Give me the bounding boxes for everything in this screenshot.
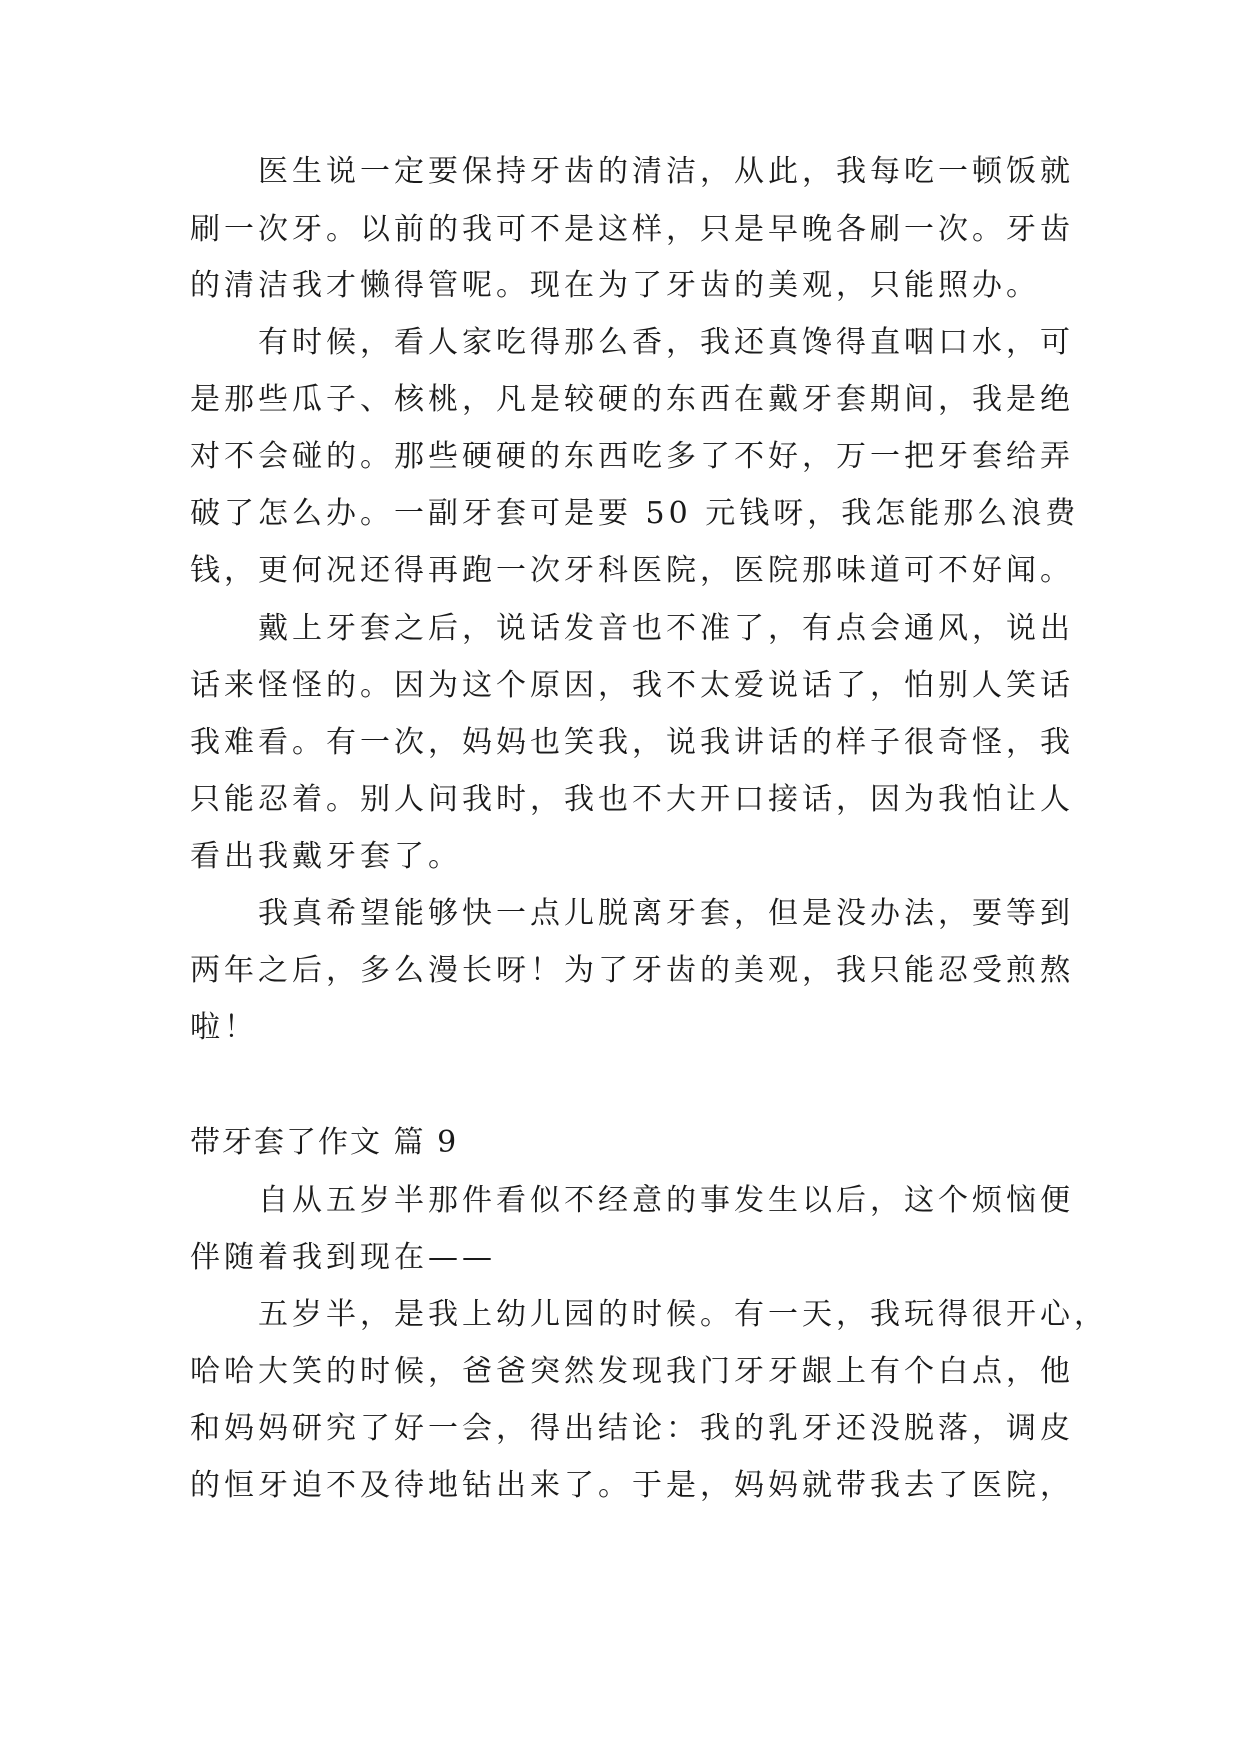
paragraph-line: 的清洁我才懒得管呢。现在为了牙齿的美观，只能照办。 — [190, 268, 1040, 303]
paragraph-line: 破了怎么办。一副牙套可是要 50 元钱呀，我怎能那么浪费 — [190, 496, 1080, 531]
paragraph-line: 和妈妈研究了好一会，得出结论：我的乳牙还没脱落，调皮 — [190, 1411, 1074, 1446]
section-heading: 带牙套了作文 篇 9 — [190, 1125, 459, 1160]
paragraph-line: 戴上牙套之后，说话发音也不准了，有点会通风，说出 — [258, 611, 1074, 646]
paragraph-line: 我难看。有一次，妈妈也笑我，说我讲话的样子很奇怪，我 — [190, 725, 1074, 760]
paragraph-line: 是那些瓜子、核桃，凡是较硬的东西在戴牙套期间，我是绝 — [190, 382, 1074, 417]
paragraph-line: 有时候，看人家吃得那么香，我还真馋得直咽口水，可 — [258, 325, 1074, 360]
paragraph-line: 我真希望能够快一点儿脱离牙套，但是没办法，要等到 — [258, 896, 1074, 931]
paragraph-line: 啦！ — [190, 1010, 258, 1045]
paragraph-line: 刷一次牙。以前的我可不是这样，只是早晚各刷一次。牙齿 — [190, 212, 1074, 247]
paragraph-line: 话来怪怪的。因为这个原因，我不太爱说话了，怕别人笑话 — [190, 668, 1074, 703]
paragraph-line: 的恒牙迫不及待地钻出来了。于是，妈妈就带我去了医院， — [190, 1468, 1074, 1503]
paragraph-line: 自从五岁半那件看似不经意的事发生以后，这个烦恼便 — [258, 1183, 1074, 1218]
paragraph-line: 伴随着我到现在—— — [190, 1240, 496, 1275]
paragraph-line: 两年之后，多么漫长呀！为了牙齿的美观，我只能忍受煎熬 — [190, 953, 1074, 988]
paragraph-line: 看出我戴牙套了。 — [190, 839, 462, 874]
paragraph-line: 只能忍着。别人问我时，我也不大开口接话，因为我怕让人 — [190, 782, 1074, 817]
paragraph-line: 钱，更何况还得再跑一次牙科医院，医院那味道可不好闻。 — [190, 553, 1074, 588]
paragraph-line: 医生说一定要保持牙齿的清洁，从此，我每吃一顿饭就 — [258, 154, 1074, 189]
paragraph-line: 五岁半，是我上幼儿园的时候。有一天，我玩得很开心， — [258, 1297, 1108, 1332]
paragraph-line: 哈哈大笑的时候，爸爸突然发现我门牙牙龈上有个白点，他 — [190, 1354, 1074, 1389]
paragraph-line: 对不会碰的。那些硬硬的东西吃多了不好，万一把牙套给弄 — [190, 439, 1074, 474]
